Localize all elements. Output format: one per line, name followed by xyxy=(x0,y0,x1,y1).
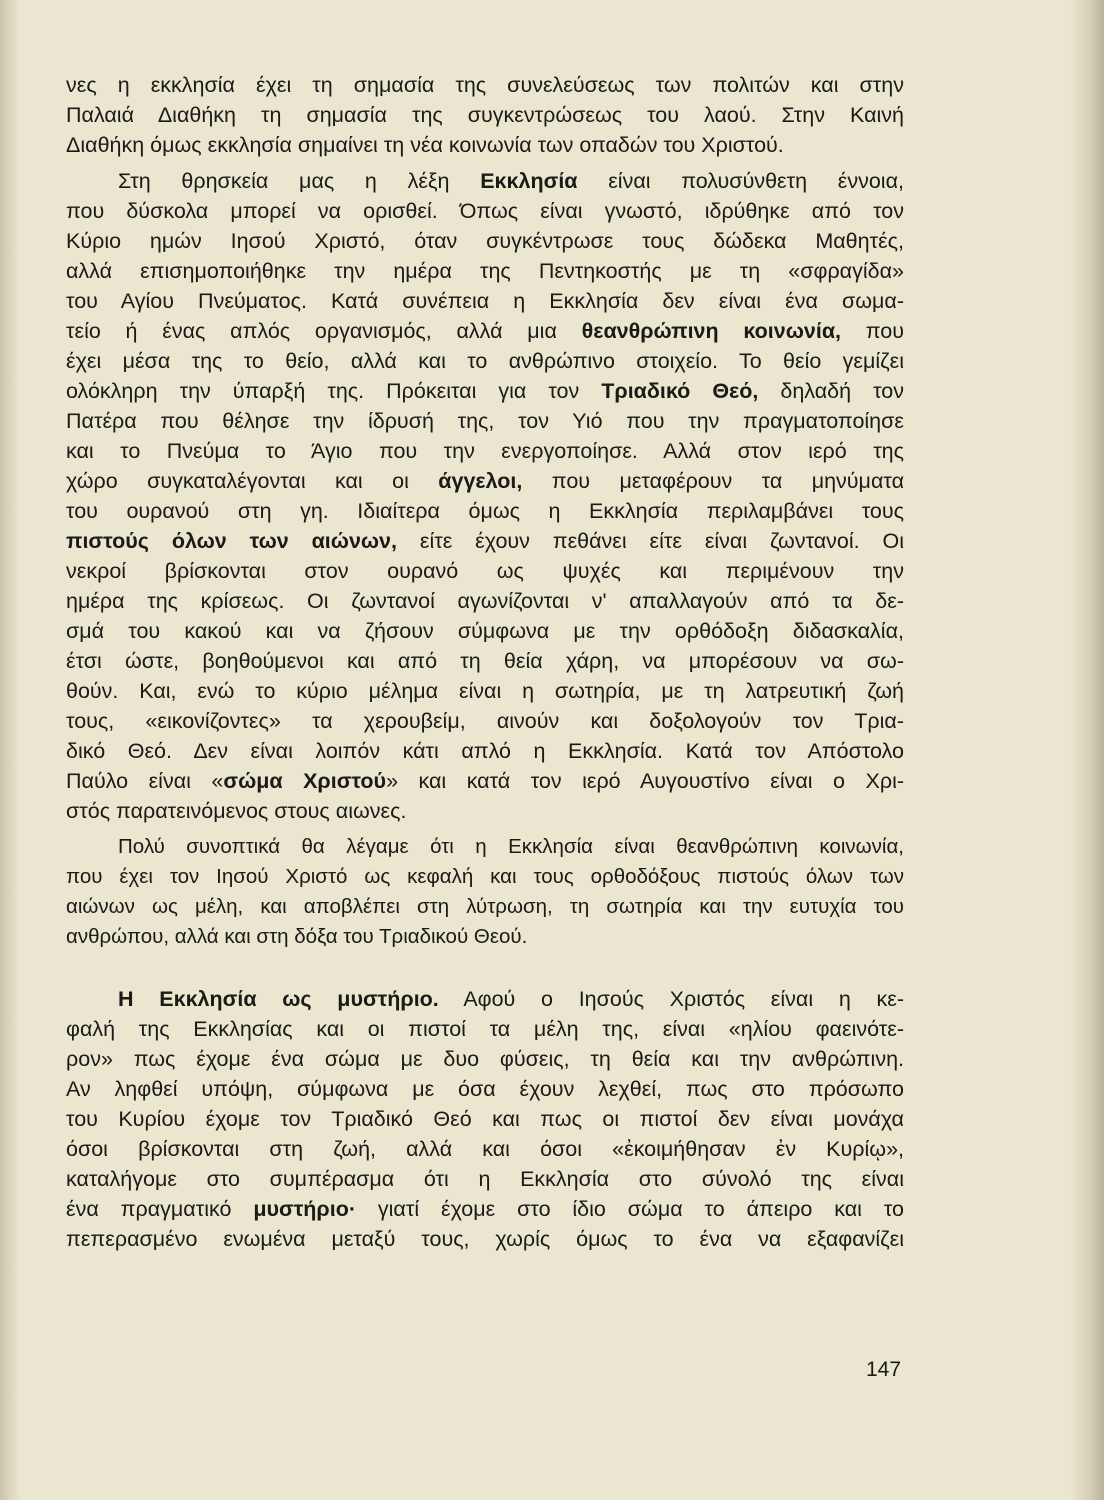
text-line: θούν. Και, ενώ το κύριο μέλημα είναι η σωτηρία, με τη λατρευτική ζωή xyxy=(66,679,904,703)
bold-term: άγγελοι, xyxy=(438,469,523,493)
text-line: αιώνων ως μέλη, και αποβλέπει στη λύτρωση, τη σωτηρία και την ευτυχία του xyxy=(66,895,904,918)
text-line: στός παρατεινόμενος στους αιωνες. xyxy=(66,799,407,823)
text-line: νες η εκκλησία έχει τη σημασία της συνελεύσεως των πολιτών και στην xyxy=(66,73,904,97)
bold-term: πιστούς όλων των αιώνων, xyxy=(66,529,397,553)
text-line: έτσι ώστε, βοηθούμενοι και από τη θεία χάρη, να μπορέσουν να σω- xyxy=(66,649,904,673)
text-line: Παλαιά Διαθήκη τη σημασία της συγκεντρώσεως του λαού. Στην Καινή xyxy=(66,103,904,127)
text-line: καταλήγομε στο συμπέρασμα ότι η Εκκλησία στο σύνολό της είναι xyxy=(66,1167,904,1191)
text-line: ολόκληρη την ύπαρξή της. Πρόκειται για τον Τριαδικό Θεό, δηλαδή τον xyxy=(66,379,904,403)
text-line: τείο ή ένας απλός οργανισμός, αλλά μια θεανθρώπινη κοινωνία, που xyxy=(66,319,904,343)
text-line: σμά του κακού και να ζήσουν σύμφωνα με την ορθόδοξη διδασκαλία, xyxy=(66,619,904,643)
page-left-shading xyxy=(0,0,20,1500)
paragraph-4 xyxy=(66,984,904,1254)
text-line: του Κυρίου έχομε τον Τριαδικό Θεό και πως οι πιστοί δεν είναι μονάχα xyxy=(66,1107,904,1131)
text-line: που δύσκολα μπορεί να ορισθεί. Όπως είναι γνωστό, ιδρύθηκε από τον xyxy=(66,199,904,223)
text-line: Διαθήκη όμως εκκλησία σημαίνει τη νέα κοινωνία των οπαδών του Χριστού. xyxy=(66,133,784,157)
text-line: ανθρώπου, αλλά και στη δόξα του Τριαδικού Θεού. xyxy=(66,925,528,948)
text-line: Παύλο είναι «σώμα Χριστού» και κατά τον ιερό Αυγουστίνο είναι ο Χρι- xyxy=(66,769,904,793)
text-line: ημέρα της κρίσεως. Οι ζωντανοί αγωνίζονται ν' απαλλαγούν από τα δε- xyxy=(66,589,904,613)
text-line: Πολύ συνοπτικά θα λέγαμε ότι η Εκκλησία είναι θεανθρώπινη κοινωνία, xyxy=(118,835,904,858)
section-heading: Η Εκκλησία ως μυστήριο. xyxy=(118,987,439,1011)
bold-term: μυστήριο· xyxy=(253,1197,356,1221)
bold-term: θεανθρώπινη κοινωνία, xyxy=(581,319,842,343)
paragraph-2 xyxy=(66,166,904,826)
text-line: Η Εκκλησία ως μυστήριο. Αφού ο Ιησούς Χριστός είναι η κε- xyxy=(118,987,904,1011)
text-line: όσοι βρίσκονται στη ζωή, αλλά και όσοι «ἐκοιμήθησαν ἐν Κυρίῳ», xyxy=(66,1137,904,1161)
text-line: ένα πραγματικό μυστήριο· γιατί έχομε στο ίδιο σώμα το άπειρο και το xyxy=(66,1197,904,1221)
text-line: Πατέρα που θέλησε την ίδρυσή της, τον Υιό που την πραγματοποίησε xyxy=(66,409,904,433)
page-number: 147 xyxy=(866,1358,902,1381)
text-line: του ουρανού στη γη. Ιδιαίτερα όμως η Εκκλησία περιλαμβάνει τους xyxy=(66,499,904,523)
text-line: Στη θρησκεία μας η λέξη Εκκλησία είναι πολυσύνθετη έννοια, xyxy=(118,169,904,193)
text-line: χώρο συγκαταλέγονται και οι άγγελοι, που μεταφέρουν τα μηνύματα xyxy=(66,469,904,493)
bold-term: Τριαδικό Θεό, xyxy=(601,379,759,403)
bold-term: σώμα Χριστού xyxy=(223,769,387,793)
text-line: ρον» πως έχομε ένα σώμα με δυο φύσεις, τη θεία και την ανθρώπινη. xyxy=(66,1047,904,1071)
bold-term: Εκκλησία xyxy=(480,169,578,193)
text-line: Κύριο ημών Ιησού Χριστό, όταν συγκέντρωσε τους δώδεκα Μαθητές, xyxy=(66,229,904,253)
text-line: που έχει τον Ιησού Χριστό ως κεφαλή και τους ορθοδόξους πιστούς όλων των xyxy=(66,865,904,888)
paragraph-1 xyxy=(66,70,904,160)
text-line: Αν ληφθεί υπόψη, σύμφωνα με όσα έχουν λεχθεί, πως στο πρόσωπο xyxy=(66,1077,904,1101)
text-line: πεπερασμένο ενωμένα μεταξύ τους, χωρίς όμως το ένα να εξαφανίζει xyxy=(66,1227,904,1251)
text-line: δικό Θεό. Δεν είναι λοιπόν κάτι απλό η Εκκλησία. Κατά τον Απόστολο xyxy=(66,739,904,763)
text-line: νεκροί βρίσκονται στον ουρανό ως ψυχές και περιμένουν την xyxy=(66,559,904,583)
page-gutter-shading xyxy=(1070,0,1104,1500)
text-line: έχει μέσα της το θείο, αλλά και το ανθρώπινο στοιχείο. Το θείο γεμίζει xyxy=(66,349,904,373)
page-body xyxy=(66,70,904,1254)
paragraph-3-summary xyxy=(66,832,904,952)
text-line: τους, «εικονίζοντες» τα χερουβείμ, αινούν και δοξολογούν τον Τρια- xyxy=(66,709,904,733)
text-line: αλλά επισημοποιήθηκε την ημέρα της Πεντηκοστής με τη «σφραγίδα» xyxy=(66,259,904,283)
text-line: πιστούς όλων των αιώνων, είτε έχουν πεθάνει είτε είναι ζωντανοί. Οι xyxy=(66,529,904,553)
text-line: του Αγίου Πνεύματος. Κατά συνέπεια η Εκκλησία δεν είναι ένα σωμα- xyxy=(66,289,904,313)
text-line: και το Πνεύμα το Άγιο που την ενεργοποίησε. Αλλά στον ιερό της xyxy=(66,439,904,463)
text-line: φαλή της Εκκλησίας και οι πιστοί τα μέλη της, είναι «ηλίου φαεινότε- xyxy=(66,1017,904,1041)
